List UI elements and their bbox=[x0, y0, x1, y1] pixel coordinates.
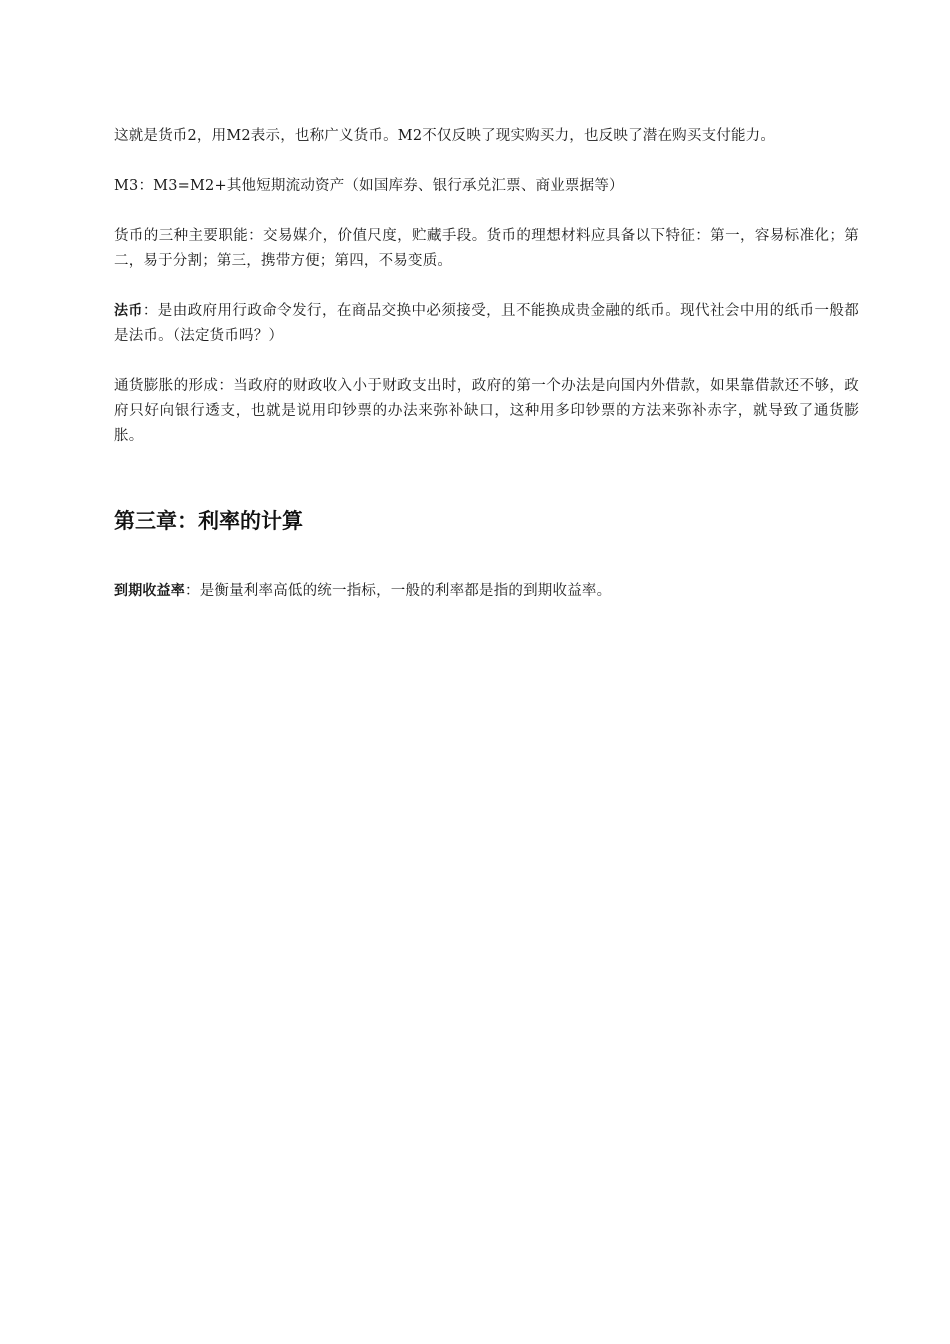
paragraph-m3 bbox=[114, 174, 859, 199]
chapter-heading: 第三章：利率的计算 bbox=[114, 509, 303, 533]
yield-to-maturity-text: ：是衡量利率高低的统一指标，一般的利率都是指的到期收益率。 bbox=[185, 583, 612, 599]
paragraph-money-functions bbox=[114, 224, 859, 274]
paragraph-inflation-text: 通货膨胀的形成：当政府的财政收入小于财政支出时，政府的第一个办法是向国内外借款，如果靠借款还不够，政府只好向银行透支，也就是说用印钞票的办法来弥补缺口，这种用多印钞票的方法来弥补赤字，就导致了通货膨胀。 bbox=[114, 378, 859, 444]
paragraph-m2 bbox=[114, 124, 859, 149]
paragraph-fiat-money bbox=[114, 299, 859, 349]
fiat-money-term: 法币 bbox=[114, 303, 143, 319]
paragraph-m3-text: M3：M3=M2+其他短期流动资产（如国库券、银行承兑汇票、商业票据等） bbox=[114, 178, 624, 194]
yield-to-maturity-term: 到期收益率 bbox=[114, 583, 185, 599]
paragraph-money-functions-text: 货币的三种主要职能：交易媒介，价值尺度，贮藏手段。货币的理想材料应具备以下特征：第一，容易标准化；第二，易于分割；第三，携带方便；第四，不易变质。 bbox=[114, 228, 859, 269]
document-body bbox=[114, 124, 859, 629]
paragraph-m2-text: 这就是货币2，用M2表示，也称广义货币。M2不仅反映了现实购买力，也反映了潜在购买支付能力。 bbox=[114, 128, 776, 144]
paragraph-yield-to-maturity bbox=[114, 579, 859, 604]
paragraph-inflation bbox=[114, 374, 859, 449]
fiat-money-text: ：是由政府用行政命令发行，在商品交换中必须接受，且不能换成贵金融的纸币。现代社会中用的纸币一般都是法币。（法定货币吗？） bbox=[114, 303, 859, 344]
